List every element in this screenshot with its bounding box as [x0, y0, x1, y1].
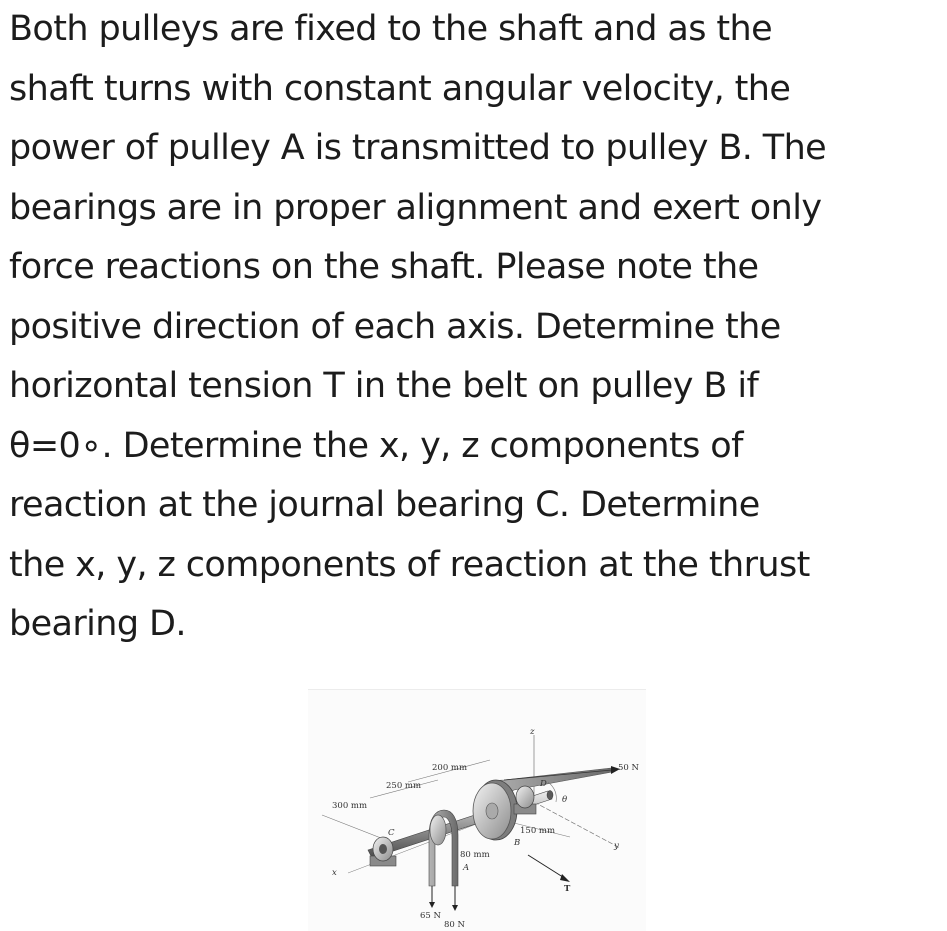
problem-line: force reactions on the shaft. Please note the: [9, 247, 759, 287]
label-axis-x: x: [332, 868, 337, 878]
tension-arrow: [528, 855, 566, 879]
bearing-d: [516, 786, 534, 808]
label-300mm: 300 mm: [332, 801, 368, 811]
problem-line: Both pulleys are fixed to the shaft and as the: [9, 9, 773, 49]
problem-line: power of pulley A is transmitted to pulley B. The: [9, 128, 827, 168]
problem-line: θ=0∘. Determine the x, y, z components of: [9, 425, 743, 466]
problem-line: the x, y, z components of reaction at the thrust: [9, 544, 810, 585]
label-axis-z: z: [530, 727, 535, 737]
problem-line: reaction at the journal bearing C. Determine: [9, 485, 760, 525]
label-point-a: A: [463, 863, 470, 873]
label-150mm: 150 mm: [520, 826, 556, 836]
label-axis-y: y: [614, 841, 619, 851]
y-axis-line: [534, 802, 620, 848]
label-point-c: C: [388, 828, 395, 838]
problem-line: positive direction of each axis. Determine the: [9, 306, 781, 347]
label-tension: T: [564, 884, 571, 894]
force-arrowhead-80: [452, 905, 458, 911]
pulley-b-hub: [486, 803, 498, 819]
pulley-a: [430, 815, 446, 845]
force-arrowhead-65: [429, 902, 435, 908]
label-50n: 50 N: [618, 763, 639, 773]
bearing-c-hole: [379, 844, 387, 854]
label-80n: 80 N: [444, 920, 465, 930]
label-250mm: 250 mm: [386, 781, 422, 791]
label-point-b: B: [514, 838, 521, 848]
dim-line-300: [322, 815, 386, 840]
pulley-shaft-diagram: [308, 690, 646, 931]
problem-line: horizontal tension T in the belt on pulley B if: [9, 366, 759, 406]
problem-line: bearings are in proper alignment and exert only: [9, 187, 822, 228]
label-200mm: 200 mm: [432, 763, 468, 773]
problem-line: shaft turns with constant angular velocity, the: [9, 68, 791, 109]
tension-arrowhead: [560, 874, 570, 882]
shaft-end-cap: [547, 791, 553, 800]
problem-line: bearing D.: [9, 604, 186, 644]
pulley-shaft-figure: [308, 689, 646, 931]
label-theta: θ: [562, 795, 568, 805]
label-65n: 65 N: [420, 911, 441, 921]
label-point-d: D: [540, 779, 547, 789]
problem-statement: [9, 0, 944, 655]
label-80mm: 80 mm: [460, 850, 490, 860]
